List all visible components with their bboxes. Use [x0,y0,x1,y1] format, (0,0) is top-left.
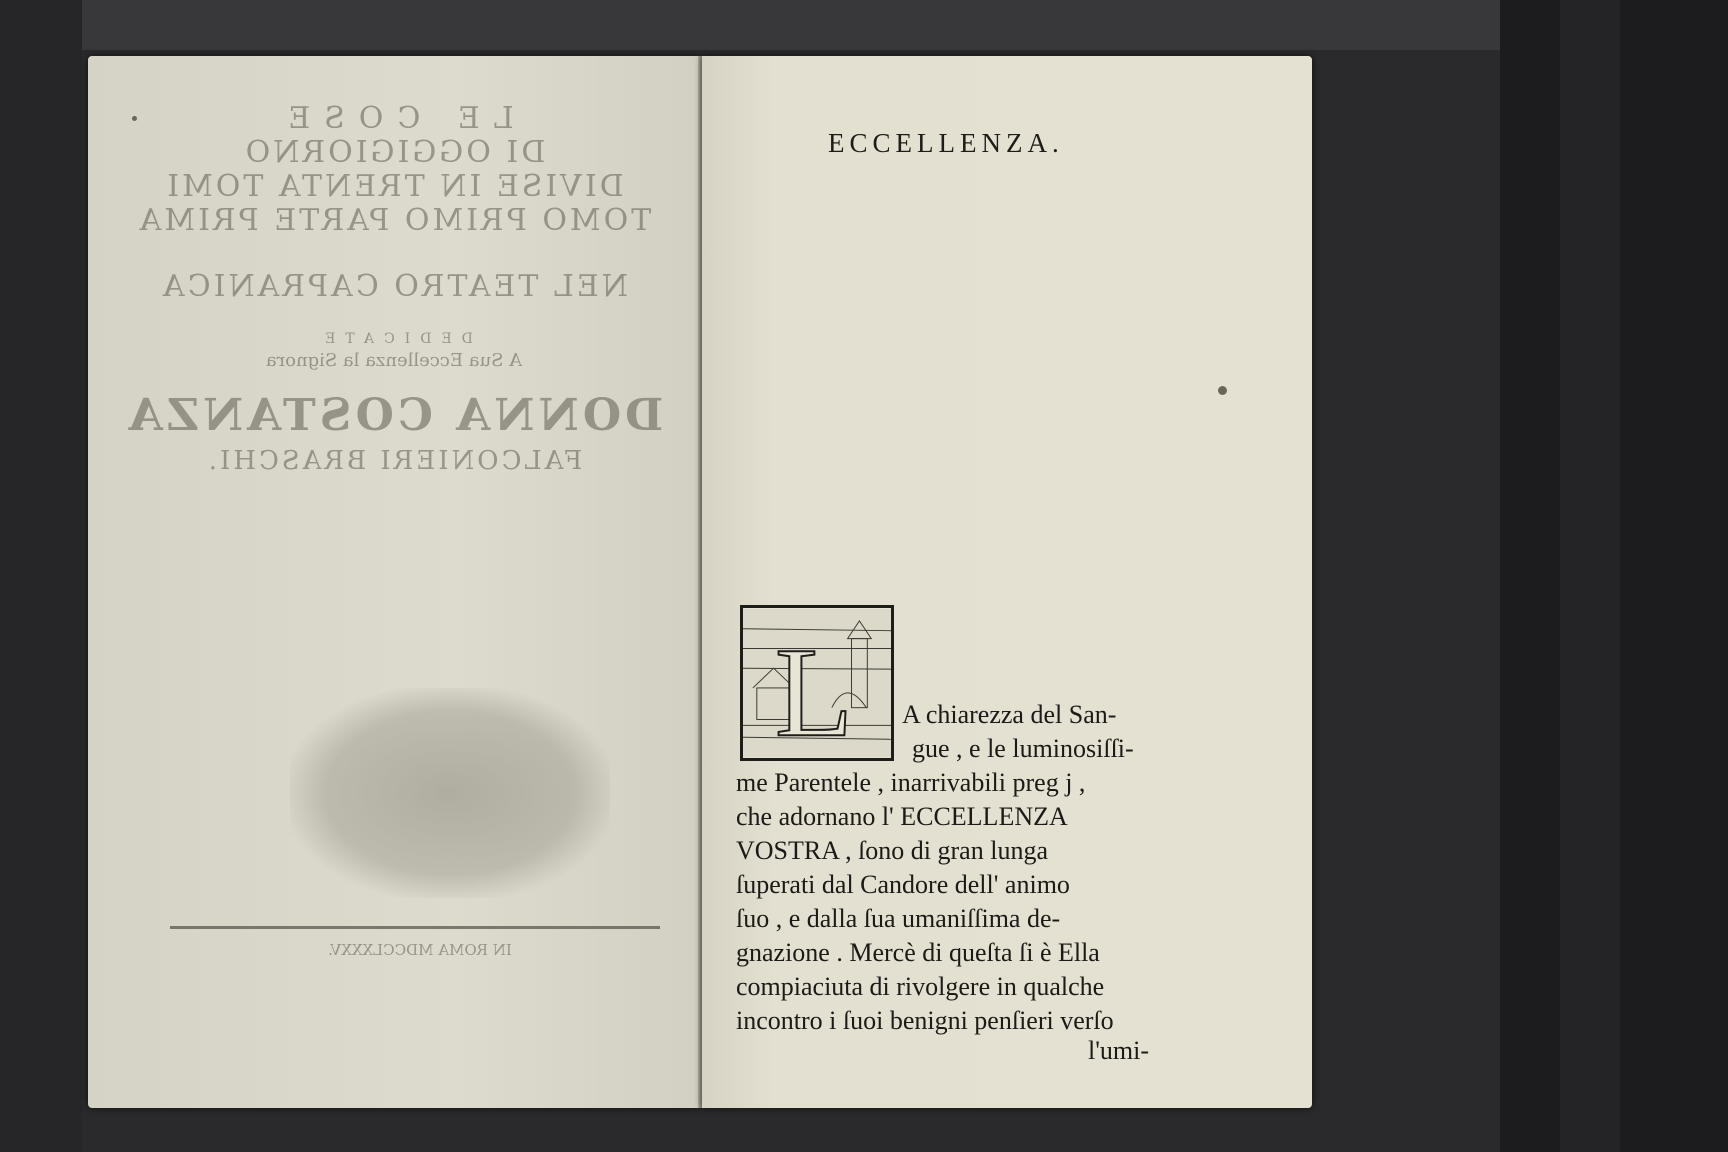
ink-spot [1218,386,1227,395]
showthrough-line: DEDICATE [315,331,473,347]
text-line: gue , e le luminosiſſi- [912,734,1134,763]
showthrough-line: DIVISE IN TRENTA TOMI [164,169,624,204]
text-line: che adornano l' ECCELLENZA [736,802,1068,831]
page-heading: ECCELLENZA. [828,128,1064,158]
showthrough-line: A Sua Eccellenza la Signora [265,350,523,371]
text-line: VOSTRA , ſono di gran lunga [736,836,1048,865]
showthrough-line: DONNA COSTANZA [124,390,664,441]
decorated-initial [740,605,894,761]
text-line: ſuo , e dalla ſua umaniſſima de- [736,904,1061,933]
showthrough-vignette [290,688,610,898]
text-line: me Parentele , inarrivabili preg j , [736,768,1086,797]
decorated-initial-illustration [743,608,891,758]
ink-spot [132,116,137,121]
showthrough-line: DI OGGIGIORNO [242,135,546,170]
showthrough-line: NEL TEATRO CAPRANICA [159,269,629,304]
imprint-rule [170,926,660,929]
backdrop-top [82,0,1500,50]
initial-letter: L [774,621,854,758]
left-page-showthrough-text [88,96,700,474]
text-line: ſuperati dal Candore dell' animo [736,870,1070,899]
showthrough-line: FALCONIERI BRASCHI. [205,446,583,476]
showthrough-imprint [160,938,680,962]
text-line: incontro i ſuoi benigni penſieri verſo [736,1006,1114,1035]
backdrop-strip [1560,0,1620,1152]
text-line: A chiarezza del San- [902,700,1117,729]
showthrough-line: TOMO PRIMO PARTE PRIMA [136,203,652,238]
text-line: compiaciuta di rivolgere in qualche [736,972,1105,1001]
showthrough-line: LE COSE [274,101,514,136]
showthrough-imprint-line: IN ROMA MDCCLXXXV. [328,941,512,959]
text-line: gnazione . Mercè di queſta ſi è Ella [736,938,1100,967]
backdrop-left [0,0,82,1152]
catchword: l'umi- [1088,1036,1150,1065]
